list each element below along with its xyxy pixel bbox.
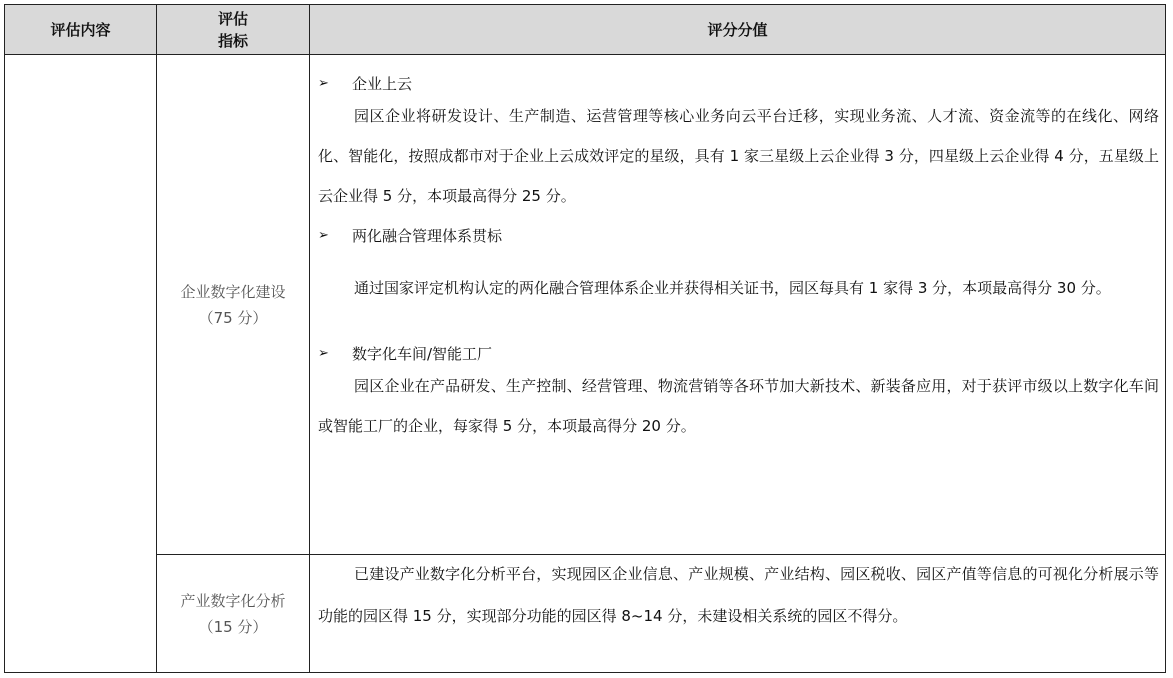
indicator-cell: [157, 55, 310, 555]
header-indicator: [157, 5, 310, 55]
content-cell: [5, 55, 157, 673]
section-title-text: 数字化车间/智能工厂: [352, 344, 493, 363]
header-score: 评分分值: [310, 5, 1166, 55]
indicator-score: （75 分）: [198, 308, 268, 327]
section-title: [310, 70, 1165, 96]
header-content: 评估内容: [5, 5, 157, 55]
table-row: [5, 55, 1166, 555]
score-cell: [310, 555, 1166, 673]
section-text: 园区企业在产品研发、生产控制、经营管理、物流营销等各环节加大新技术、新装备应用，对于获评市级以上数字化车间或智能工厂的企业，每家得 5 分，本项最高得分 20 分。: [318, 377, 1159, 435]
header-indicator-line2: 指标: [217, 31, 248, 50]
arrow-bullet-icon: ➢: [318, 345, 329, 361]
indicator-cell: [157, 555, 310, 673]
indicator-name: 企业数字化建设: [180, 282, 286, 301]
section-text: 已建设产业数字化分析平台，实现园区企业信息、产业规模、产业结构、园区税收、园区产值等信息的可视化分析展示等功能的园区得 15 分，实现部分功能的园区得 8~14 分，未建设相关系统的园区不得分。: [318, 565, 1159, 625]
header-indicator-line1: 评估: [217, 9, 248, 28]
section-title-text: 企业上云: [352, 74, 413, 93]
header-row: [5, 5, 1166, 55]
section-text: 通过国家评定机构认定的两化融合管理体系企业并获得相关证书，园区每具有 1 家得 3 分，本项最高得分 30 分。: [354, 279, 1111, 297]
section-title: [310, 222, 1165, 248]
indicator-score: （15 分）: [198, 617, 268, 636]
section-title: [310, 340, 1165, 366]
evaluation-table: [4, 4, 1166, 673]
section-title-text: 两化融合管理体系贯标: [352, 226, 503, 245]
score-cell: [310, 55, 1166, 555]
table-row: [5, 555, 1166, 673]
indicator-name: 产业数字化分析: [180, 591, 286, 610]
arrow-bullet-icon: ➢: [318, 75, 329, 91]
arrow-bullet-icon: ➢: [318, 227, 329, 243]
section-text: 园区企业将研发设计、生产制造、运营管理等核心业务向云平台迁移，实现业务流、人才流、资金流等的在线化、网络化、智能化，按照成都市对于企业上云成效评定的星级，具有 1 家三星级上云企业得 3 分，四星级上云企业得 4 分，五星级上云企业得 5 分，本项最高得分 25 分。: [318, 107, 1159, 205]
